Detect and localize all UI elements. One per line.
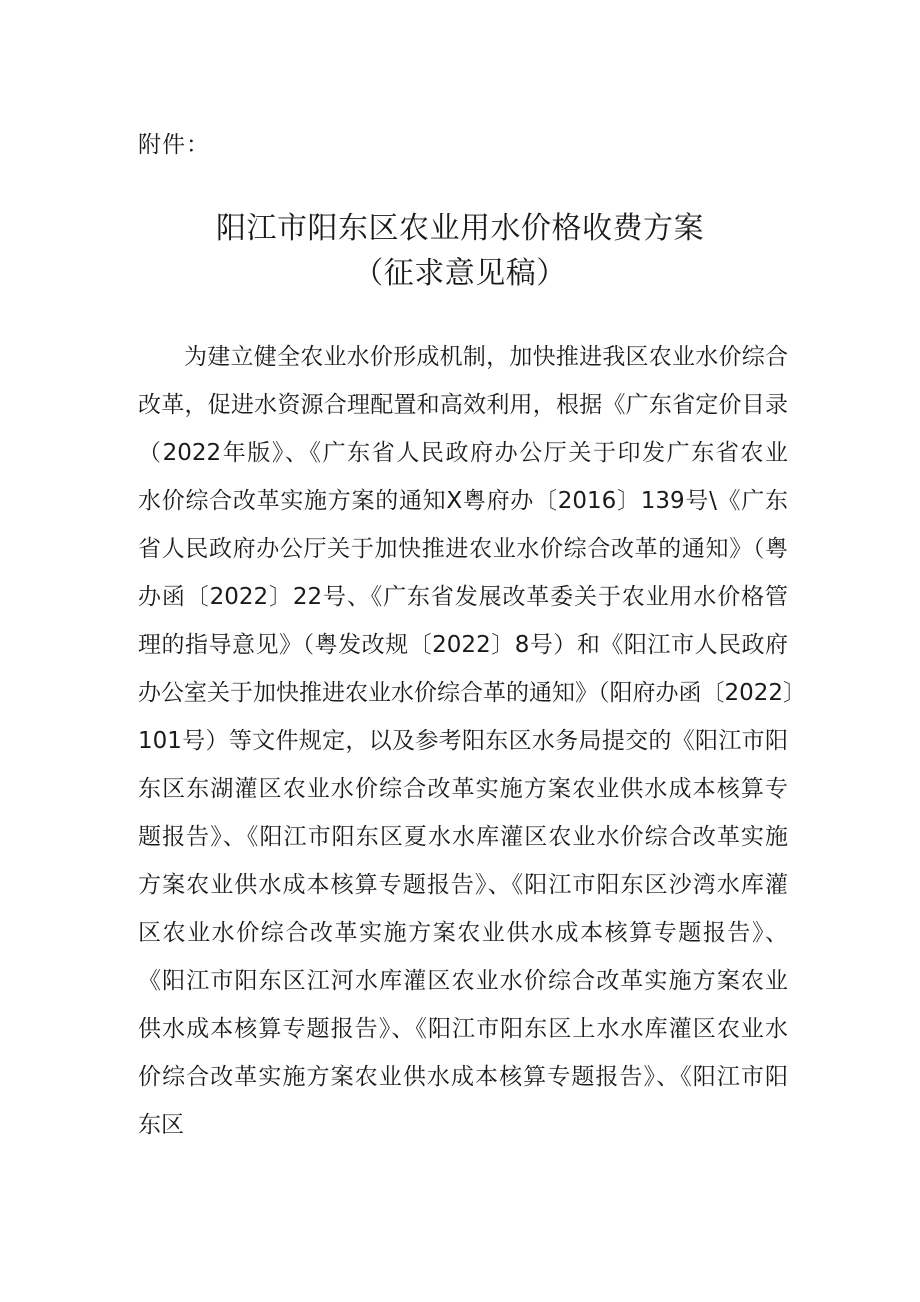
paragraph-line: 改革，促进水资源合理配置和高效利用，根据《广东省定价目录 — [138, 392, 788, 418]
paragraph-line: 办公室关于加快推进农业水价综合革的通知》（阳府办函〔2022〕 — [138, 680, 807, 706]
paragraph-line: 供水成本核算专题报告》、《阳江市阳东区上水水库灌区农业水 — [138, 1016, 788, 1042]
paragraph-line: 方案农业供水成本核算专题报告》、《阳江市阳东区沙湾水库灌 — [138, 872, 788, 898]
paragraph-line: 理的指导意见》（粤发改规〔2022〕8号）和《阳江市人民政府 — [138, 632, 788, 658]
paragraph-line: 101号）等文件规定，以及参考阳东区水务局提交的《阳江市阳 — [138, 728, 788, 754]
paragraph-line: 《阳江市阳东区江河水库灌区农业水价综合改革实施方案农业 — [138, 968, 788, 994]
paragraph-line: （2022年版》、《广东省人民政府办公厅关于印发广东省农业 — [138, 440, 788, 466]
paragraph-line: 水价综合改革实施方案的通知X粤府办〔2016〕139号\《广东 — [138, 488, 788, 514]
document-title: 阳江市阳东区农业用水价格收费方案 — [216, 211, 704, 246]
paragraph-line: 价综合改革实施方案农业供水成本核算专题报告》、《阳江市阳 — [138, 1064, 788, 1090]
paragraph-line: 东区 — [138, 1112, 184, 1138]
paragraph-line: 区农业水价综合改革实施方案农业供水成本核算专题报告》、 — [138, 920, 788, 946]
paragraph-line: 为建立健全农业水价形成机制，加快推进我区农业水价综合 — [184, 344, 788, 370]
paragraph-line: 题报告》、《阳江市阳东区夏水水库灌区农业水价综合改革实施 — [138, 824, 788, 850]
paragraph-line: 办函〔2022〕22号、《广东省发展改革委关于农业用水价格管 — [138, 584, 788, 610]
paragraph-line: 东区东湖灌区农业水价综合改革实施方案农业供水成本核算专 — [138, 776, 788, 802]
document-subtitle: （征求意见稿） — [353, 256, 567, 291]
paragraph-line: 省人民政府办公厅关于加快推进农业水价综合改革的通知》（粤 — [138, 536, 788, 562]
attachment-label: 附件： — [138, 132, 210, 158]
